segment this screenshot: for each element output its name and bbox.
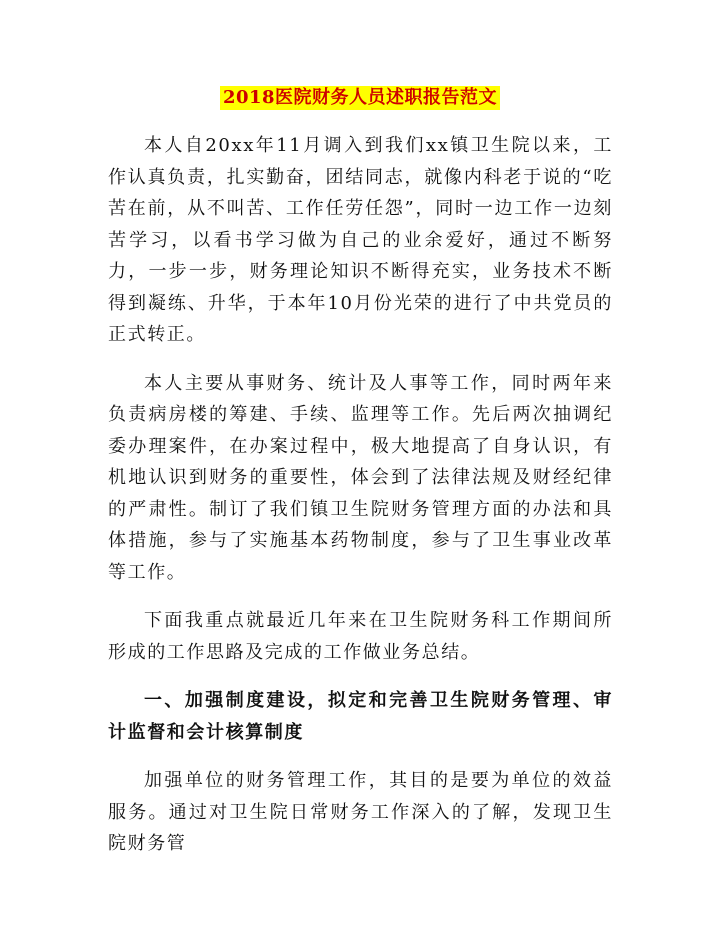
document-title: 2018医院财务人员述职报告范文	[220, 86, 500, 110]
document-body	[108, 130, 613, 860]
paragraph-4: 加强单位的财务管理工作，其目的是要为单位的效益服务。通过对卫生院日常财务工作深入的了解，发现卫生院财务管	[108, 770, 613, 854]
paragraph-2: 本人主要从事财务、统计及人事等工作，同时两年来负责病房楼的筹建、手续、监理等工作。先后两次抽调纪委办理案件，在办案过程中，极大地提高了自身认识，有机地认识到财务的重要性，体会到了法律法规及财经纪律的严肃性。制订了我们镇卫生院财务管理方面的办法和具体措施，参与了实施基本药物制度，参与了卫生事业改革等工作。	[108, 372, 613, 583]
section-heading-1: 一、加强制度建设，拟定和完善卫生院财务管理、审计监督和会计核算制度	[108, 690, 613, 743]
title-area	[0, 86, 720, 110]
paragraph-3: 下面我重点就最近几年来在卫生院财务科工作期间所形成的工作思路及完成的工作做业务总结。	[108, 610, 613, 663]
paragraph-1: 本人自20xx年11月调入到我们xx镇卫生院以来，工作认真负责，扎实勤奋，团结同志，就像内科老于说的“吃苦在前，从不叫苦、工作任劳任怨”，同时一边工作一边刻苦学习，以看书学习做为自己的业余爱好，通过不断努力，一步一步，财务理论知识不断得充实，业务技术不断得到凝练、升华，于本年10月份光荣的进行了中共党员的正式转正。	[108, 135, 613, 345]
